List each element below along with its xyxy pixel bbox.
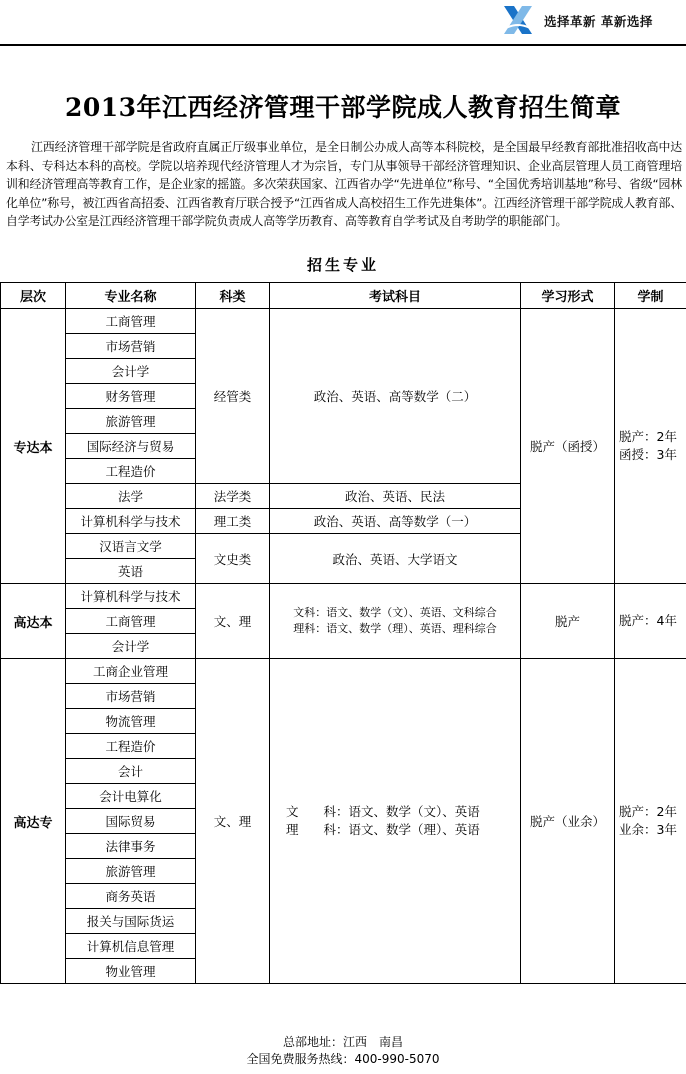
major-cell: 国际经济与贸易 (66, 434, 196, 459)
category-cell: 经管类 (196, 309, 270, 484)
majors-table (0, 282, 686, 984)
table-row (1, 659, 686, 684)
major-cell: 会计 (66, 759, 196, 784)
major-cell: 商务英语 (66, 884, 196, 909)
years-cell (615, 309, 686, 584)
header-divider (0, 44, 686, 46)
page-header (0, 0, 686, 48)
major-cell: 工程造价 (66, 459, 196, 484)
category-cell: 法学类 (196, 484, 270, 509)
footer-address: 总部地址：江西 南昌 (282, 1035, 403, 1049)
major-cell: 市场营销 (66, 334, 196, 359)
page-footer (0, 1034, 686, 1068)
years-line: 脱产：4年 (619, 613, 677, 628)
level-cell: 高达专 (1, 659, 66, 984)
exam-cell: 政治、英语、高等数学（一） (270, 509, 521, 534)
major-cell: 法学 (66, 484, 196, 509)
major-cell: 会计学 (66, 634, 196, 659)
years-line: 脱产：2年 (619, 429, 677, 444)
major-cell: 会计电算化 (66, 784, 196, 809)
exam-line: 文科：语文、数学（文）、英语、文科综合 (293, 606, 497, 619)
major-cell: 计算机科学与技术 (66, 509, 196, 534)
major-cell: 报关与国际货运 (66, 909, 196, 934)
mode-cell: 脱产 (521, 584, 615, 659)
header-mode: 学习形式 (521, 283, 615, 309)
section-title: 招生专业 (306, 256, 379, 274)
exam-cell: 政治、英语、民法 (270, 484, 521, 509)
category-cell: 文、理 (196, 659, 270, 984)
exam-cell: 政治、英语、高等数学（二） (270, 309, 521, 484)
exam-line: 文 科：语文、数学（文）、英语 (286, 804, 480, 819)
major-cell: 工商管理 (66, 609, 196, 634)
exam-cell (270, 659, 521, 984)
major-cell: 法律事务 (66, 834, 196, 859)
level-cell: 专达本 (1, 309, 66, 584)
table-row (1, 584, 686, 609)
major-cell: 汉语言文学 (66, 534, 196, 559)
major-cell: 旅游管理 (66, 409, 196, 434)
major-cell: 计算机科学与技术 (66, 584, 196, 609)
years-cell (615, 659, 686, 984)
header-years: 学制 (615, 283, 686, 309)
major-cell: 英语 (66, 559, 196, 584)
header-slogan: 选择革新 革新选择 (544, 14, 653, 29)
mode-cell: 脱产（函授） (521, 309, 615, 584)
years-cell (615, 584, 686, 659)
years-line: 脱产：2年 (619, 804, 677, 819)
header-exam: 考试科目 (270, 283, 521, 309)
category-cell: 文史类 (196, 534, 270, 584)
category-cell: 理工类 (196, 509, 270, 534)
years-line: 业余：3年 (619, 822, 677, 837)
major-cell: 旅游管理 (66, 859, 196, 884)
major-cell: 国际贸易 (66, 809, 196, 834)
major-cell: 工商管理 (66, 309, 196, 334)
major-cell: 会计学 (66, 359, 196, 384)
exam-line: 理 科：语文、数学（理）、英语 (286, 822, 480, 837)
table-header-row (1, 283, 686, 309)
page-title: 2013年江西经济管理干部学院成人教育招生简章 (64, 93, 622, 122)
level-cell: 高达本 (1, 584, 66, 659)
exam-cell (270, 584, 521, 659)
major-cell: 财务管理 (66, 384, 196, 409)
header-major: 专业名称 (66, 283, 196, 309)
exam-cell: 政治、英语、大学语文 (270, 534, 521, 584)
school-logo-icon (500, 2, 536, 38)
years-line: 函授：3年 (619, 447, 677, 462)
table-row (1, 309, 686, 334)
intro-paragraph: 江西经济管理干部学院是省政府直属正厅级事业单位，是全日制公办成人高等本科院校，是全国最早经教育部批准招收高中达本科、专科达本科的高校。学院以培养现代经济管理人才为宗旨，专门从事领导干部经济管理知识、企业高层管理人员工商管理培训和经济管理高等教育工作，是企业家的摇篮。多次荣获国家、江西省办学“先进单位”称号、“全国优秀培训基地”称号、省级“园林化单位”称号，被江西省高招委、江西省教育厅联合授予“江西省成人高校招生工作先进集体”。江西经济管理干部学院成人教育部、自学考试办公室是江西经济管理干部学院负责成人高等学历教育、高等教育自学考试及自考助学的职能部门。 (6, 140, 682, 228)
major-cell: 物业管理 (66, 959, 196, 984)
major-cell: 工程造价 (66, 734, 196, 759)
major-cell: 工商企业管理 (66, 659, 196, 684)
header-level: 层次 (1, 283, 66, 309)
exam-line: 理科：语文、数学（理）、英语、理科综合 (293, 622, 497, 635)
footer-hotline: 全国免费服务热线：400-990-5070 (246, 1052, 440, 1066)
major-cell: 物流管理 (66, 709, 196, 734)
mode-cell: 脱产（业余） (521, 659, 615, 984)
major-cell: 市场营销 (66, 684, 196, 709)
header-category: 科类 (196, 283, 270, 309)
major-cell: 计算机信息管理 (66, 934, 196, 959)
category-cell: 文、理 (196, 584, 270, 659)
